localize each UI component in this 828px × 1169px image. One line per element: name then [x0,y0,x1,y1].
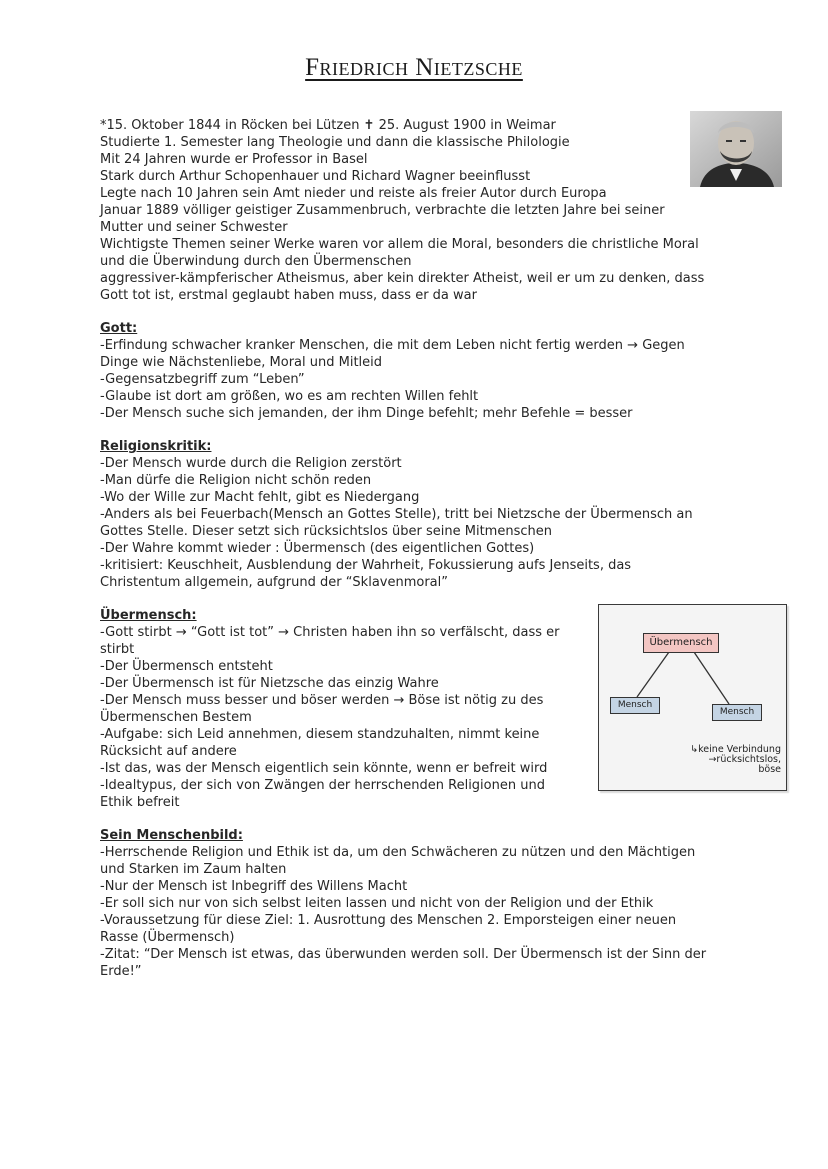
diagram-note-line: →rücksichtslos, [708,754,781,765]
section-gott [100,320,685,422]
intro-line: Studierte 1. Semester lang Theologie und dann die klassische Philologie [100,135,570,150]
section-religionskritik [100,438,693,591]
section-line: stirbt [100,642,135,657]
section-menschenbild [100,827,706,980]
diagram-note [661,745,781,775]
intro-line: Gott tot ist, erstmal geglaubt haben muss, dass er da war [100,288,477,303]
section-heading: Gott: [100,321,138,336]
section-heading: Sein Menschenbild: [100,828,243,843]
intro-line: Wichtigste Themen seiner Werke waren vor allem die Moral, besonders die christliche Moral [100,237,699,252]
section-line: -Glaube ist dort am größen, wo es am rechten Willen fehlt [100,389,479,404]
section-line: -Der Mensch wurde durch die Religion zerstört [100,456,402,471]
section-line: -Ist das, was der Mensch eigentlich sein könnte, wenn er befreit wird [100,761,548,776]
section-line: -Der Wahre kommt wieder : Übermensch (des eigentlichen Gottes) [100,541,535,556]
section-line: Christentum allgemein, aufgrund der “Sklavenmoral” [100,575,448,590]
section-line: -Er soll sich nur von sich selbst leiten lassen und nicht von der Religion und der Ethik [100,896,654,911]
diagram-node-mensch-right: Mensch [712,704,762,721]
intro-line: *15. Oktober 1844 in Röcken bei Lützen ✝ 25. August 1900 in Weimar [100,118,556,133]
section-uebermensch [100,607,560,811]
intro-line: Stark durch Arthur Schopenhauer und Richard Wagner beeinflusst [100,169,531,184]
diagram-node-mensch-left: Mensch [610,697,660,714]
section-line: -Aufgabe: sich Leid annehmen, diesem standzuhalten, nimmt keine [100,727,540,742]
intro-line: Januar 1889 völliger geistiger Zusammenbruch, verbrachte die letzten Jahre bei seiner [100,203,665,218]
intro-line: Mit 24 Jahren wurde er Professor in Basel [100,152,368,167]
section-line: -Anders als bei Feuerbach(Mensch an Gottes Stelle), tritt bei Nietzsche der Übermensch an [100,507,693,522]
section-line: -Der Übermensch ist für Nietzsche das einzig Wahre [100,676,439,691]
section-line: -Nur der Mensch ist Inbegriff des Willens Macht [100,879,408,894]
intro-block [100,117,704,304]
section-line: -Der Übermensch entsteht [100,659,273,674]
section-line: -Man dürfe die Religion nicht schön reden [100,473,372,488]
intro-line: und die Überwindung durch den Übermenschen [100,254,412,269]
diagram-node-uebermensch: Übermensch [643,633,719,653]
section-line: Erde!” [100,964,142,979]
uebermensch-diagram [598,604,787,791]
section-line: Rasse (Übermensch) [100,930,235,945]
section-line: -Gegensatzbegriff zum “Leben” [100,372,305,387]
section-heading: Übermensch: [100,608,197,623]
section-line: -kritisiert: Keuschheit, Ausblendung der Wahrheit, Fokussierung aufs Jenseits, das [100,558,632,573]
section-line: -Der Mensch muss besser und böser werden → Böse ist nötig zu des [100,693,544,708]
section-line: -Wo der Wille zur Macht fehlt, gibt es Niedergang [100,490,420,505]
intro-line: Legte nach 10 Jahren sein Amt nieder und reiste als freier Autor durch Europa [100,186,607,201]
intro-line: Mutter und seiner Schwester [100,220,288,235]
section-line: Ethik befreit [100,795,180,810]
section-heading: Religionskritik: [100,439,212,454]
diagram-note-line: böse [758,764,781,775]
section-line: -Idealtypus, der sich von Zwängen der herrschenden Religionen und [100,778,545,793]
page-title: Friedrich Nietzsche [305,54,523,81]
section-line: -Gott stirbt → “Gott ist tot” → Christen haben ihn so verfälscht, dass er [100,625,560,640]
intro-line: aggressiver-kämpferischer Atheismus, aber kein direkter Atheist, weil er um zu denken, dass [100,271,705,286]
section-line: -Erfindung schwacher kranker Menschen, die mit dem Leben nicht fertig werden → Gegen [100,338,685,353]
diagram-note-line: ↳keine Verbindung [690,744,781,755]
section-line: Dinge wie Nächstenliebe, Moral und Mitleid [100,355,383,370]
section-line: und Starken im Zaum halten [100,862,287,877]
section-line: Rücksicht auf andere [100,744,237,759]
section-line: -Zitat: “Der Mensch ist etwas, das überwunden werden soll. Der Übermensch ist der Sinn der [100,947,707,962]
section-line: Gottes Stelle. Dieser setzt sich rücksichtslos über seine Mitmenschen [100,524,552,539]
section-line: -Herrschende Religion und Ethik ist da, um den Schwächeren zu nützen und den Mächtigen [100,845,696,860]
section-line: Übermenschen Bestem [100,710,252,725]
section-line: -Voraussetzung für diese Ziel: 1. Ausrottung des Menschen 2. Emporsteigen einer neuen [100,913,677,928]
section-line: -Der Mensch suche sich jemanden, der ihm Dinge befehlt; mehr Befehle = besser [100,406,633,421]
